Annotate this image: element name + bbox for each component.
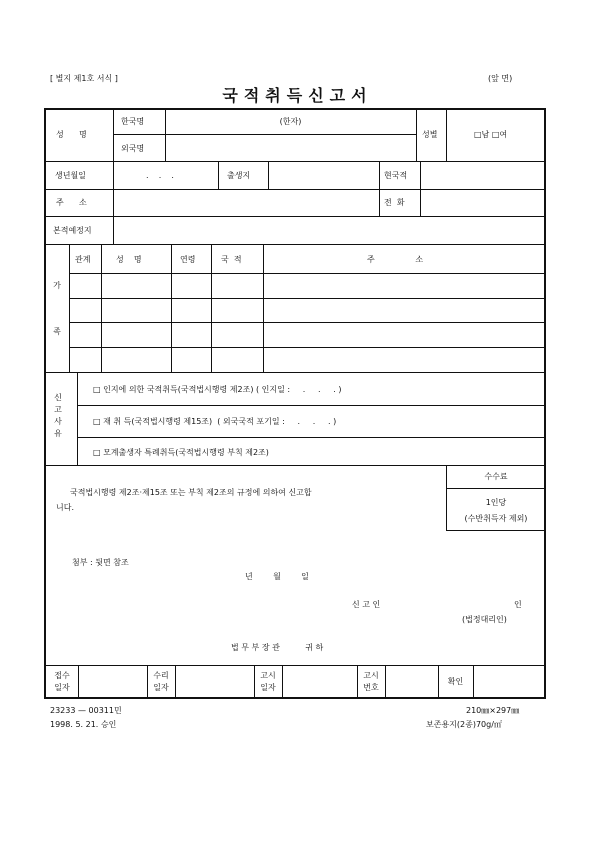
- divider: [211, 244, 212, 372]
- foreign-name-label: 외국명: [121, 144, 145, 153]
- divider: [282, 665, 283, 699]
- col-age: 연령: [180, 255, 196, 264]
- divider: [113, 134, 416, 135]
- seal-label: 인: [514, 600, 522, 609]
- divider: [446, 108, 447, 161]
- address-label: 주 소: [56, 198, 87, 207]
- divider: [44, 665, 546, 666]
- paper-size: 210㎜×297㎜: [466, 706, 520, 715]
- reporter-label: 신 고 인: [352, 600, 381, 609]
- divider: [44, 161, 546, 162]
- reason-option-recognition[interactable]: □ 인지에 의한 국적취득(국적법시행령 제2조) ( 인지일 : . . . ): [93, 385, 342, 394]
- phone-label: 전 화: [384, 198, 405, 207]
- divider: [44, 189, 546, 190]
- col-address: 주 소: [367, 255, 424, 264]
- divider: [78, 665, 79, 699]
- form-number: [ 별지 제1호 서식 ]: [50, 74, 118, 83]
- acceptance-date-label-2: 일자: [153, 683, 169, 692]
- divider: [69, 244, 70, 372]
- divider: [44, 372, 546, 373]
- reason-option-reacquisition[interactable]: □ 재 취 득(국적법시행령 제15조) ( 외국국적 포기일 : . . . ): [93, 417, 337, 426]
- divider: [171, 244, 172, 372]
- fee-label: 수수료: [484, 472, 508, 481]
- paper-type: 보존용지(2종)70g/㎡: [426, 720, 502, 729]
- divider: [113, 108, 114, 244]
- name-label: 성 명: [56, 130, 87, 139]
- form-frame: [44, 108, 546, 699]
- declaration-text-line2: 니다.: [56, 503, 74, 512]
- current-nationality-label: 현국적: [384, 171, 408, 180]
- form-title: 국적취득신고서: [222, 86, 373, 105]
- divider: [77, 372, 78, 465]
- declaration-text-line1: 국적법시행령 제2조·제15조 또는 부칙 제2조의 규정에 의하여 신고합: [70, 488, 312, 497]
- notice-date-label-2: 일자: [260, 683, 276, 692]
- hanja-hint: (한자): [279, 117, 302, 126]
- korean-name-label: 한국명: [121, 117, 145, 126]
- gender-label: 성별: [422, 130, 438, 139]
- form-code: 23233 — 00311민: [50, 706, 122, 715]
- notice-date-label-1: 고시: [260, 671, 276, 680]
- gender-checkboxes[interactable]: □남 □여: [474, 130, 508, 139]
- divider: [473, 665, 474, 699]
- notice-number-label-2: 번호: [363, 683, 379, 692]
- family-label-bottom: 족: [53, 327, 61, 336]
- notice-number-label-1: 고시: [363, 671, 379, 680]
- fee-note: (수반취득자 제외): [464, 514, 528, 523]
- reason-option-maternal[interactable]: □ 모계출생자 특례취득(국적법시행령 부칙 제2조): [93, 448, 269, 457]
- divider: [268, 161, 269, 189]
- birthdate-value[interactable]: . . .: [146, 171, 174, 180]
- col-nationality: 국 적: [221, 255, 242, 264]
- receipt-date-label-2: 일자: [54, 683, 70, 692]
- divider: [44, 244, 546, 245]
- divider: [69, 298, 546, 299]
- divider: [175, 665, 176, 699]
- fee-amount: 1인당: [485, 498, 507, 507]
- domicile-label: 본적예정지: [53, 226, 92, 235]
- divider: [101, 244, 102, 372]
- divider: [69, 273, 546, 274]
- reason-label: 신고사유: [54, 393, 62, 438]
- divider: [379, 161, 380, 216]
- divider: [446, 530, 546, 531]
- col-relation: 관계: [75, 255, 91, 264]
- birthplace-label: 출생지: [227, 171, 251, 180]
- divider: [263, 244, 264, 372]
- divider: [420, 161, 421, 216]
- divider: [385, 665, 386, 699]
- divider: [77, 405, 546, 406]
- date-line[interactable]: 년 월 일: [245, 572, 309, 581]
- divider: [416, 108, 417, 161]
- receipt-date-label-1: 접수: [54, 671, 70, 680]
- page-side-label: (앞 면): [488, 74, 513, 83]
- acceptance-date-label-1: 수리: [153, 671, 169, 680]
- divider: [446, 488, 546, 489]
- family-label-top: 가: [53, 281, 61, 290]
- divider: [44, 216, 546, 217]
- col-name: 성 명: [116, 255, 142, 264]
- divider: [165, 108, 166, 161]
- legal-agent-label: (법정대리인): [462, 615, 507, 624]
- attachment-note: 첨부 : 뒷면 참조: [72, 558, 129, 567]
- divider: [218, 161, 219, 189]
- birthdate-label: 생년월일: [55, 171, 86, 180]
- addressee: 법 무 부 장 관 귀 하: [231, 643, 324, 652]
- divider: [69, 347, 546, 348]
- divider: [69, 322, 546, 323]
- divider: [77, 437, 546, 438]
- confirm-label: 확인: [447, 677, 464, 686]
- approval-date: 1998. 5. 21. 승인: [50, 720, 117, 729]
- divider: [44, 465, 546, 466]
